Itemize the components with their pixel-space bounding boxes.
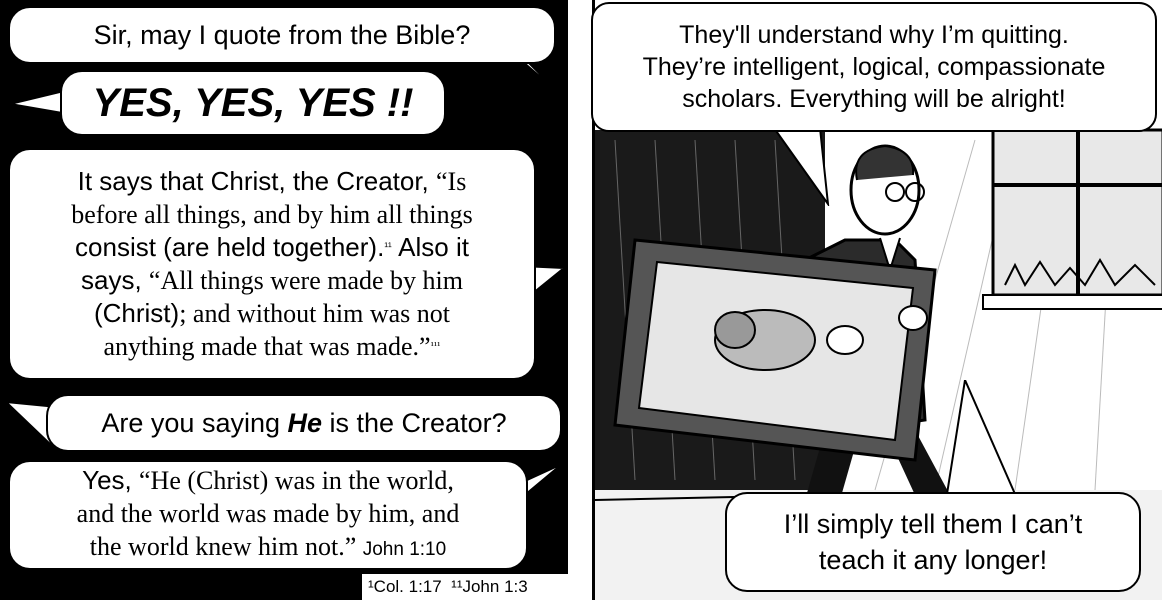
top-bubble-line-1: They'll understand why I’m quitting. (679, 21, 1069, 49)
window (983, 130, 1162, 309)
bubble-quitting-thoughts (591, 2, 1157, 132)
bubble4-text: Are you saying He is the Creator? (101, 407, 507, 438)
bubble-yes (60, 70, 446, 136)
bottom-bubble-line-2: teach it any longer! (818, 545, 1048, 575)
bubble-scripture-colossians (8, 148, 536, 380)
right-panel (592, 0, 1162, 600)
left-hand (827, 326, 863, 354)
footnotes (362, 574, 568, 600)
footnote-col: ¹Col. 1:17 (368, 577, 442, 596)
bubble-tell-them (725, 492, 1141, 592)
bubble-quote-question (8, 6, 556, 64)
bubble3-line-3: consist (are held together).$^{^{11}}$ Also it (75, 232, 469, 262)
bubble3-line-6: anything made that was made.”$^{^{111}}$ (103, 332, 441, 361)
bubble3-line-4: says, “All things were made by him (80, 265, 464, 295)
bubble3-line-5: (Christ); and without him was not (93, 298, 451, 328)
top-bubble-line-3: scholars. Everything will be alright! (682, 85, 1066, 113)
top-bubble-line-2: They’re intelligent, logical, compassionate (642, 53, 1106, 81)
bubble-scripture-john (8, 460, 528, 570)
bubble1-text: Sir, may I quote from the Bible? (93, 19, 471, 50)
top-bubble-tail (770, 126, 840, 206)
footnote-john: ¹¹John 1:3 (451, 577, 528, 596)
framed-portrait (615, 240, 935, 460)
bubble-creator-question (46, 394, 562, 452)
bubble5-line-1: Yes, “He (Christ) was in the world, (82, 465, 454, 495)
bubble5-line-2: and the world was made by him, and (76, 499, 460, 528)
right-hand (899, 306, 927, 330)
bubble3-line-2: before all things, and by him all things (71, 200, 473, 229)
bubble3-line-1: It says that Christ, the Creator, “Is (77, 166, 467, 196)
bottom-bubble-tail (945, 380, 1025, 496)
left-panel (0, 0, 568, 600)
bubble2-text: YES, YES, YES !! (92, 80, 414, 125)
bottom-bubble-line-1: I’ll simply tell them I can’t (783, 509, 1083, 539)
bubble5-line-3: the world knew him not.” John 1:10 (89, 532, 447, 561)
